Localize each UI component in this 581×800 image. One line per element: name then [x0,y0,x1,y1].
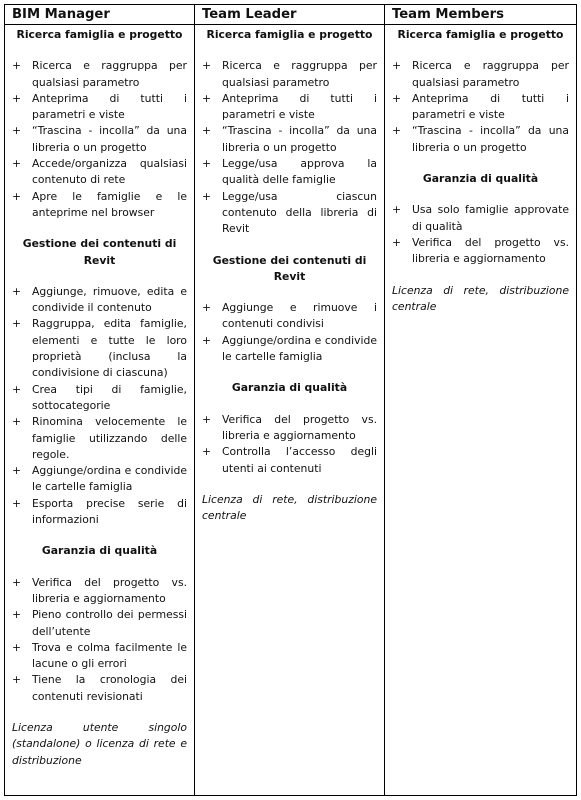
licence-note: Licenza di rete, distribuzione centrale [202,492,377,523]
list-item [12,123,187,156]
list-item-text: Apre le famiglie e le anteprime nel browser [32,189,187,219]
list-item [202,189,377,238]
list-item-text: Controlla l’accesso degli utenti ai contenuti [222,445,377,475]
plus-icon: + [12,673,22,687]
list-item [392,123,569,156]
list-item-text: “Trascina - incolla” da una libreria o un progetto [412,124,569,154]
feature-list [202,412,377,477]
list-item-text: Pieno controllo dei permessi dell’utente [32,608,187,638]
list-item [392,91,569,124]
section-title: Garanzia di qualità [422,172,539,186]
plus-icon: + [392,235,402,249]
section-title: Ricerca famiglia e progetto [397,28,564,41]
list-item-text: Accede/organizza qualsiasi contenuto di rete [32,157,187,187]
plus-icon: + [392,91,402,105]
list-item [202,333,377,366]
feature-list [12,284,187,528]
list-item-text: Verifica del progetto vs. libreria e aggiornamento [412,235,569,266]
list-item [12,189,187,222]
plus-icon: + [202,157,212,171]
list-item-text: Anteprima di tutti i parametri e viste [32,91,187,122]
plus-icon: + [12,640,22,654]
list-item [202,123,377,156]
list-item [202,412,377,445]
plus-icon: + [12,496,22,510]
list-item-text: Aggiunge/ordina e condivide le cartelle famiglia [32,464,187,494]
list-item [12,496,187,529]
column-header-team-leader: Team Leader [195,5,385,25]
plus-icon: + [392,124,402,138]
feature-list [392,58,569,156]
section-title: Ricerca famiglia e progetto [206,28,373,41]
plus-icon: + [202,59,212,73]
list-item [392,235,569,268]
content-row [5,25,577,796]
list-item [202,300,377,333]
plus-icon: + [202,124,212,138]
plus-icon: + [202,445,212,459]
column-bim-manager [5,25,195,796]
plus-icon: + [392,203,402,217]
section-title: Garanzia di qualità [231,381,348,395]
plus-icon: + [202,301,212,315]
list-item-text: Trova e colma facilmente le lacune o gli errori [32,640,187,671]
feature-list [12,58,187,221]
plus-icon: + [202,189,212,203]
list-item [12,607,187,640]
column-team-members [385,25,577,796]
list-item-text: Anteprima di tutti i parametri e viste [412,91,569,122]
list-item [12,284,187,317]
list-item-text: Rinomina velocemente le famiglie utilizzando delle regole. [32,415,187,461]
list-item-text: Crea tipi di famiglie, sottocategorie [32,382,187,412]
feature-list [12,575,187,705]
list-item-text: “Trascina - incolla” da una libreria o un progetto [222,124,377,154]
plus-icon: + [12,608,22,622]
plus-icon: + [12,317,22,331]
section-title: Gestione dei contenuti di Revit [212,253,367,283]
list-item [202,58,377,91]
list-item-text: Legge/usa ciascun contenuto della libreria di Revit [222,189,377,236]
list-item-text: Aggiunge/ordina e condivide le cartelle famiglia [222,333,377,364]
feature-list [202,300,377,365]
plus-icon: + [12,415,22,429]
licence-note: Licenza di rete, distribuzione centrale [392,283,569,313]
list-item-text: Ricerca e raggruppa per qualsiasi parametro [412,59,569,89]
list-item-text: Verifica del progetto vs. libreria e aggiornamento [222,412,377,442]
list-item [12,414,187,463]
column-team-leader [195,25,385,796]
plus-icon: + [12,189,22,203]
list-item [12,58,187,91]
list-item-text: “Trascina - incolla” da una libreria o un progetto [32,124,187,154]
list-item-text: Anteprima di tutti i parametri e viste [222,91,377,122]
list-item [392,58,569,91]
section-title: Gestione dei contenuti di Revit [22,237,177,267]
plus-icon: + [392,59,402,73]
plus-icon: + [12,575,22,589]
list-item [12,640,187,673]
list-item-text: Ricerca e raggruppa per qualsiasi parametro [222,59,377,89]
plus-icon: + [202,412,212,426]
column-header-team-members: Team Members [385,5,577,25]
plus-icon: + [12,124,22,138]
section-title: Garanzia di qualità [41,544,158,558]
list-item-text: Aggiunge e rimuove i contenuti condivisi [222,301,377,331]
list-item [12,463,187,496]
plus-icon: + [12,464,22,478]
list-item [12,575,187,608]
plus-icon: + [12,59,22,73]
header-row [5,5,577,25]
plus-icon: + [12,382,22,396]
list-item [12,382,187,415]
list-item-text: Tiene la cronologia dei contenuti revisionati [32,673,187,703]
list-item-text: Ricerca e raggruppa per qualsiasi parametro [32,59,187,89]
roles-comparison-table [4,4,577,796]
list-item [12,672,187,705]
plus-icon: + [202,91,212,105]
section-title: Ricerca famiglia e progetto [16,28,183,41]
plus-icon: + [12,91,22,105]
licence-note: Licenza utente singolo (standalone) o licenza di rete e distribuzione [12,720,187,767]
feature-list [392,202,569,267]
list-item [12,91,187,124]
list-item [392,202,569,235]
column-header-bim-manager: BIM Manager [5,5,195,25]
feature-list [202,58,377,237]
list-item-text: Verifica del progetto vs. libreria e aggiornamento [32,575,187,605]
list-item-text: Esporta precise serie di informazioni [32,496,187,527]
list-item-text: Legge/usa approva la qualità delle famiglie [222,157,377,187]
plus-icon: + [202,333,212,347]
list-item [12,156,187,189]
list-item-text: Usa solo famiglie approvate di qualità [412,203,569,233]
list-item [202,444,377,477]
list-item [12,316,187,381]
list-item [202,91,377,124]
list-item [202,156,377,189]
list-item-text: Raggruppa, edita famiglie, elementi e tutte le loro proprietà (inclusa la condivisione di ciascuna) [32,317,187,380]
list-item-text: Aggiunge, rimuove, edita e condivide il contenuto [32,284,187,315]
plus-icon: + [12,157,22,171]
plus-icon: + [12,284,22,298]
